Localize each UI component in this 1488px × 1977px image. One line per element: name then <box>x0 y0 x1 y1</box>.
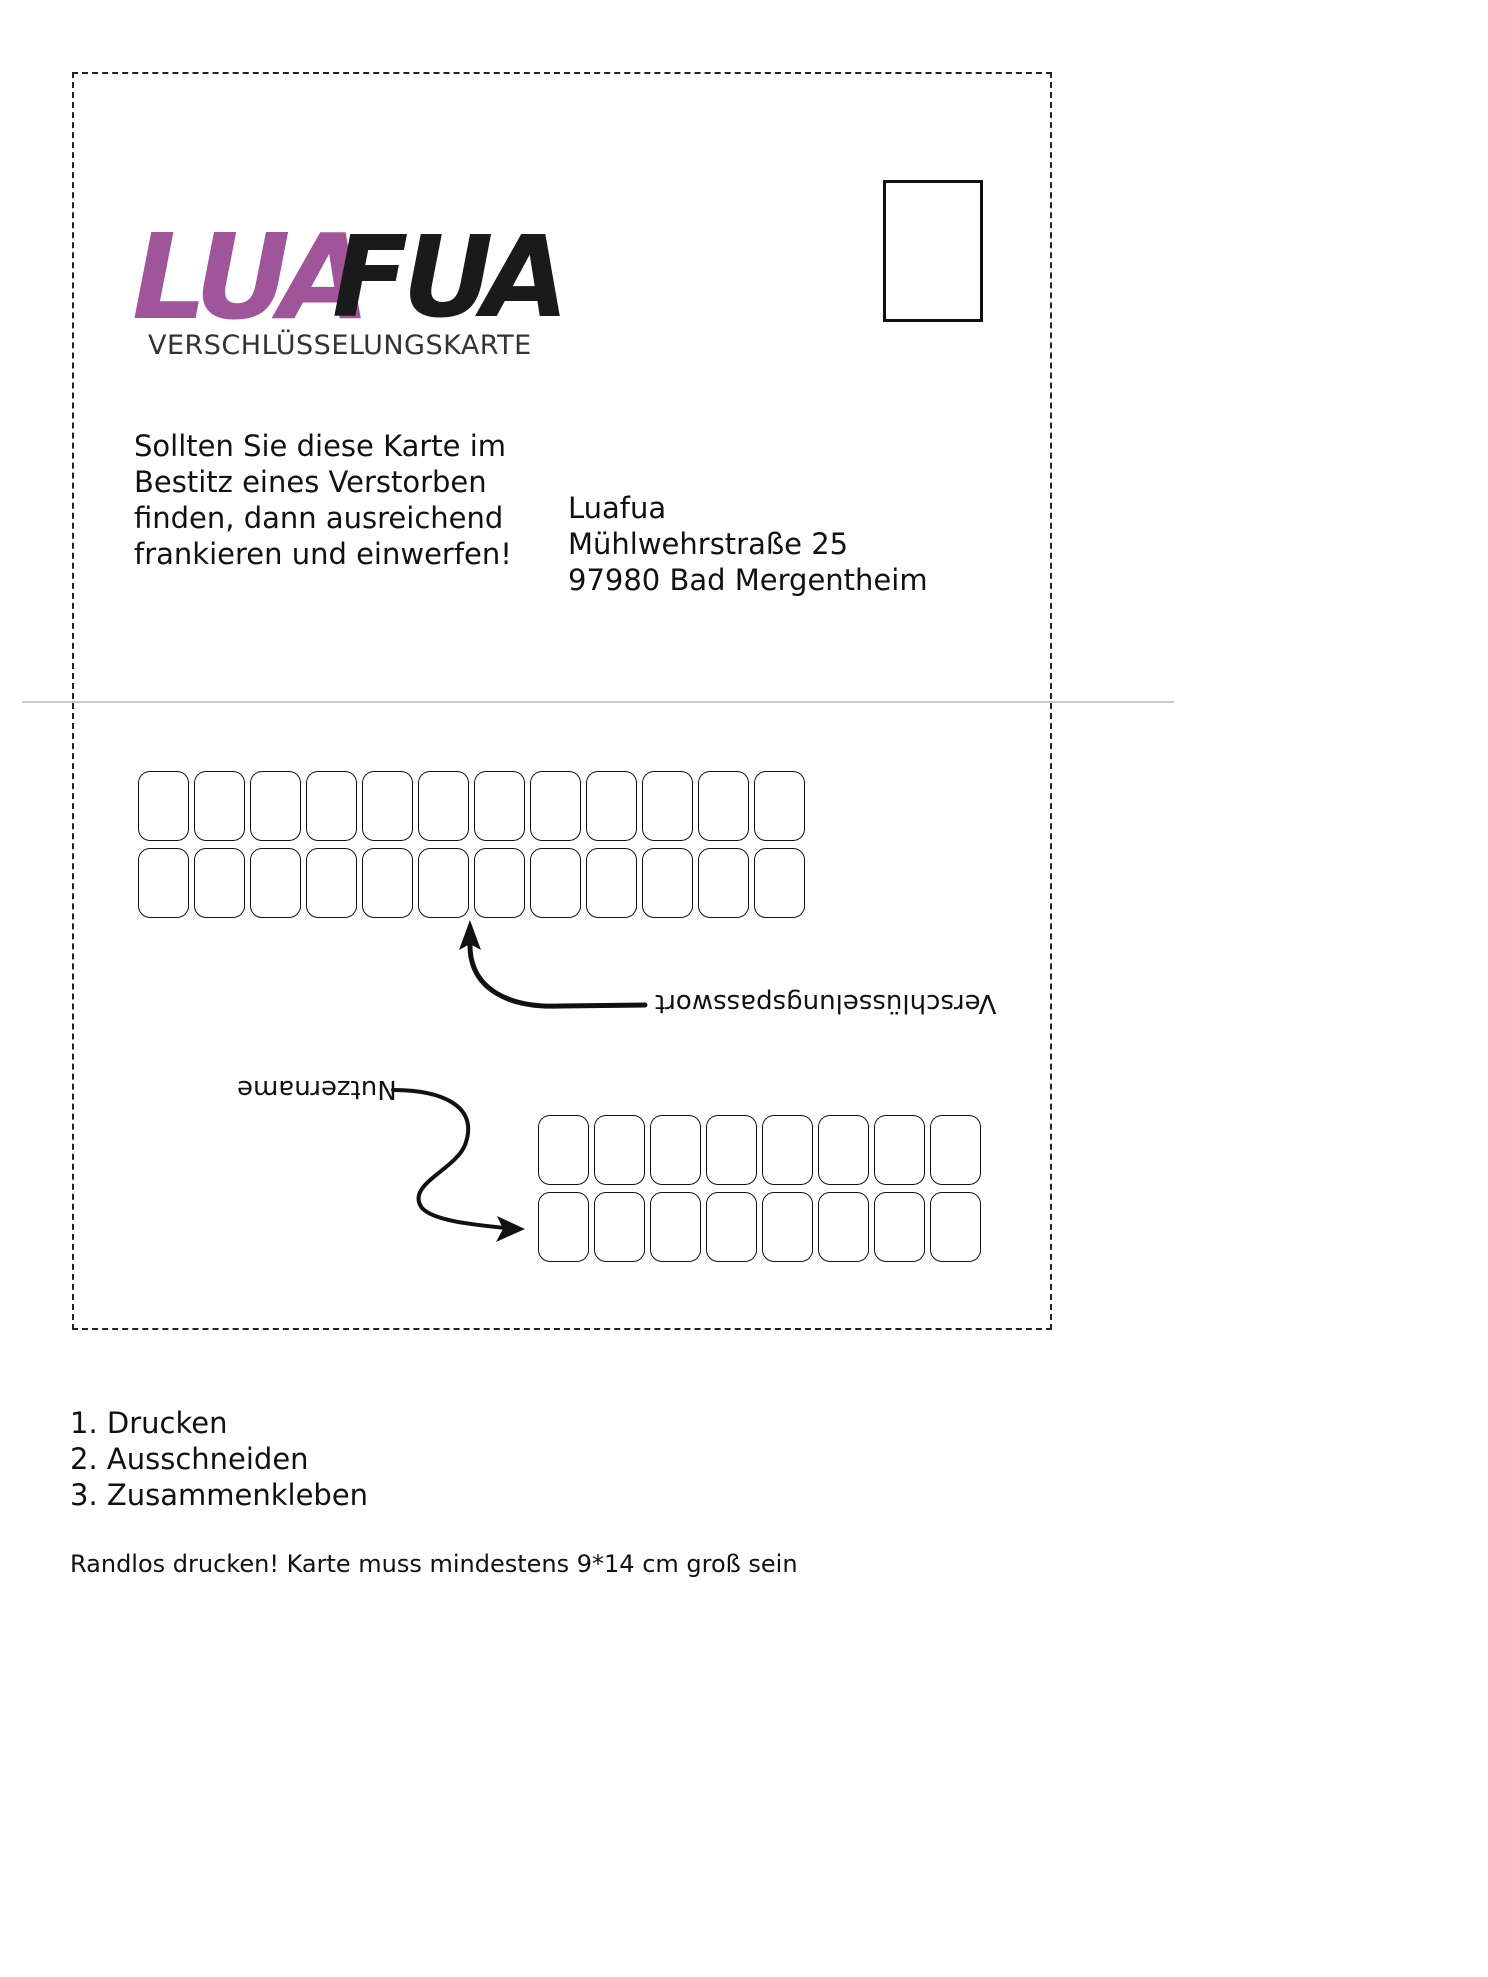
logo-text-fua: FUA <box>332 213 564 343</box>
password-label: Verschlüsselungspasswort <box>655 988 997 1018</box>
step-cut: 2. Ausschneiden <box>70 1442 309 1476</box>
step-glue: 3. Zusammenkleben <box>70 1478 369 1512</box>
password-cell <box>306 848 357 918</box>
username-cell <box>538 1115 589 1185</box>
username-cell <box>874 1115 925 1185</box>
password-cell <box>138 771 189 841</box>
notice-line: Sollten Sie diese Karte im <box>134 429 507 463</box>
password-cell <box>194 771 245 841</box>
password-cell <box>250 848 301 918</box>
password-cell <box>642 848 693 918</box>
username-cell <box>818 1192 869 1262</box>
username-cell <box>762 1115 813 1185</box>
username-cell <box>818 1115 869 1185</box>
password-cell <box>138 848 189 918</box>
username-grid <box>538 1115 981 1269</box>
password-cell <box>642 771 693 841</box>
fold-line <box>22 701 1174 703</box>
username-cell <box>930 1115 981 1185</box>
username-cell <box>930 1192 981 1262</box>
logo-text-lua: LUA <box>132 208 365 346</box>
username-row-2 <box>538 1192 981 1262</box>
notice-line: finden, dann ausreichend <box>134 501 504 535</box>
password-cell <box>418 848 469 918</box>
username-cell <box>650 1115 701 1185</box>
password-cell <box>362 771 413 841</box>
password-cell <box>194 848 245 918</box>
username-cell <box>874 1192 925 1262</box>
password-cell <box>586 848 637 918</box>
password-cell <box>754 771 805 841</box>
username-cell <box>650 1192 701 1262</box>
username-cell <box>594 1115 645 1185</box>
password-cell <box>418 771 469 841</box>
notice-line: Bestitz eines Verstorben <box>134 465 487 499</box>
password-cell <box>698 848 749 918</box>
username-cell <box>706 1192 757 1262</box>
password-cell <box>250 771 301 841</box>
address-name: Luafua <box>568 491 667 525</box>
password-cell <box>474 771 525 841</box>
username-cell <box>762 1192 813 1262</box>
username-cell <box>594 1192 645 1262</box>
password-row-1 <box>138 771 805 841</box>
password-cell <box>362 848 413 918</box>
print-note: Randlos drucken! Karte muss mindestens 9*14 cm groß sein <box>70 1550 798 1578</box>
instruction-steps <box>70 1405 368 1513</box>
password-cell <box>754 848 805 918</box>
recipient-address <box>568 490 928 598</box>
username-cell <box>538 1192 589 1262</box>
stamp-box <box>883 180 983 322</box>
password-cell <box>474 848 525 918</box>
finder-notice <box>134 428 574 572</box>
password-cell <box>698 771 749 841</box>
card-subtitle: VERSCHLÜSSELUNGSKARTE <box>148 330 532 361</box>
username-cell <box>706 1115 757 1185</box>
password-grid <box>138 771 805 925</box>
username-label: Nutzername <box>237 1074 397 1104</box>
password-cell <box>586 771 637 841</box>
address-street: Mühlwehrstraße 25 <box>568 527 849 561</box>
password-cell <box>306 771 357 841</box>
step-print: 1. Drucken <box>70 1406 228 1440</box>
username-row-1 <box>538 1115 981 1185</box>
notice-line: frankieren und einwerfen! <box>134 537 512 571</box>
password-cell <box>530 848 581 918</box>
password-cell <box>530 771 581 841</box>
password-row-2 <box>138 848 805 918</box>
address-city: 97980 Bad Mergentheim <box>568 563 928 597</box>
